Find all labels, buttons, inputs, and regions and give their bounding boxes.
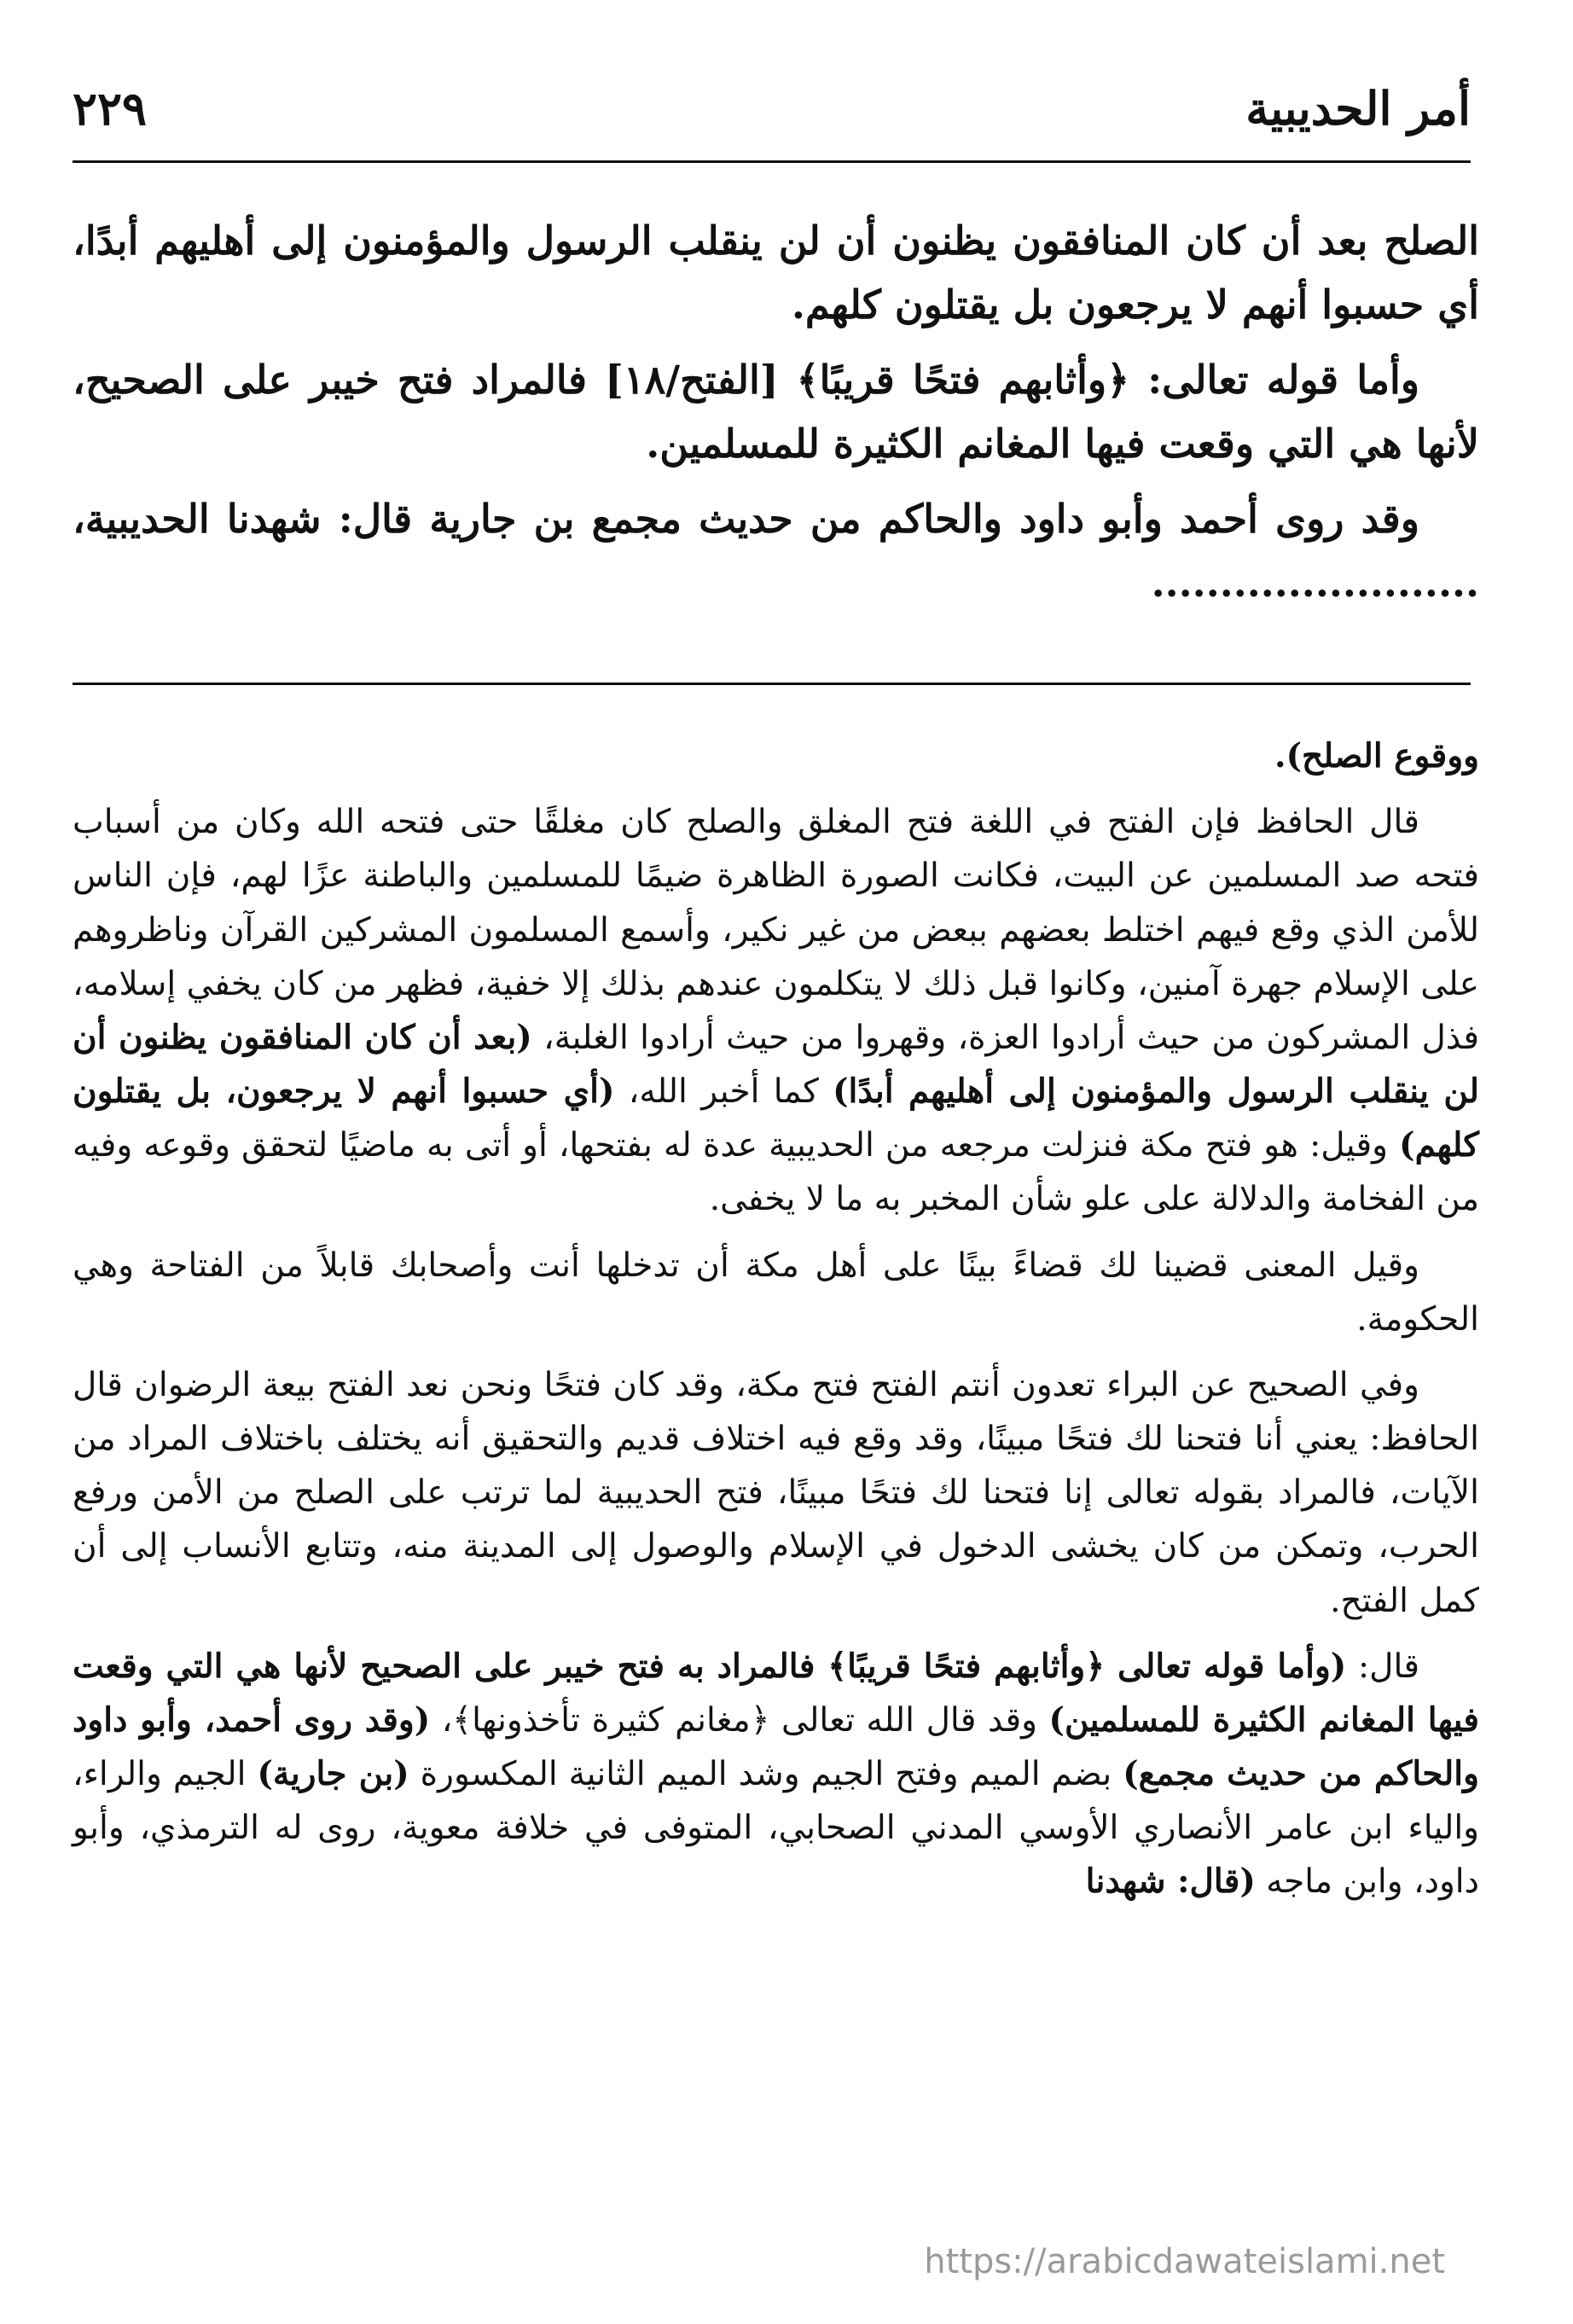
matn-paragraph-1: الصلح بعد أن كان المنافقون يظنون أن لن ينقلب الرسول والمؤمنون إلى أهليهم أبدًا، أي حسبوا أنهم لا يرجعون بل يقتلون كلهم.	[73, 218, 1479, 328]
sharh-paragraph-2	[73, 795, 1479, 1226]
sharh-paragraph-3: وقيل المعنى قضينا لك قضاءً بينًا على أهل مكة أن تدخلها أنت وأصحابك قابلاً من الفتاحة وهي الحكومة.	[73, 1246, 1479, 1339]
matn-paragraph-3-line-1: وقد روى أحمد وأبو داود والحاكم من حديث مجمع بن جارية قال:	[338, 496, 1420, 543]
sharh-p5-quote-2: (وقد روى أحمد، وأبو داود والحاكم من حديث مجمع)	[73, 1699, 1479, 1794]
sharh-p2-quote-2: (أي حسبوا أنهم لا يرجعون، بل يقتلون كلهم)	[73, 1072, 1479, 1165]
sharh-p2-mid: كما أخبر الله،	[628, 1072, 819, 1112]
running-title: أمر الحديبية	[1245, 81, 1471, 136]
header-rule	[73, 160, 1471, 163]
separator-rule	[73, 683, 1471, 685]
matn-paragraph-2: وأما قوله تعالى: ﴿وأثابهم فتحًا قريبًا﴾ [الفتح/١٨] فالمراد فتح خيبر على الصحيح، لأنها هي التي وقعت فيها المغانم الكثيرة للمسلمين.	[73, 357, 1479, 467]
page-number: ٢٢٩	[73, 81, 148, 136]
sharh-p2-end: وقيل: هو فتح مكة فنزلت مرجعه من الحديبية عدة له بفتحها، أو أتى به ماضيًا لتحقق وقوعه وفيه من الفخامة والدلالة على علو شأن المخبر به ما لا يخفى.	[73, 1126, 1479, 1219]
matn-paragraph-3	[73, 487, 1479, 614]
sharh-text	[73, 729, 1479, 1921]
sharh-p2-text: قال الحافظ فإن الفتح في اللغة فتح المغلق والصلح كان مغلقًا حتى فتحه الله وكان من أسباب فتحه صد المسلمين عن البيت، فكانت الصورة الظاهرة ضيمًا للمسلمين والباطنة عزًا لهم، فإن الناس للأمن الذي وقع فيهم اختلط بعضهم ببعض من غير نكير، وأسمع المسلمون المشركين القرآن وناظروهم على الإسلام جهرة آمنين، وكانوا قبل ذلك لا يتكلمون عندهم بذلك إلا خفية، فظهر من كان يخفي إسلامه، فذل المشركون من حيث أرادوا العزة، وقهروا من حيث أرادوا الغلبة،	[73, 803, 1480, 1057]
sharh-p5-quote-3: (بن جارية)	[257, 1754, 409, 1794]
matn-paragraph-3-line-2: شهدنا الحديبية،	[73, 496, 322, 543]
sharh-paragraph-5	[73, 1640, 1479, 1909]
matn-text	[73, 209, 1479, 626]
sharh-p5-b: وقد قال الله تعالى ﴿مغانم كثيرة تأخذونها﴾،	[441, 1700, 1037, 1740]
watermark-url: https://arabicdawateislami.net	[924, 2242, 1445, 2281]
continuation-dots: ........................	[1151, 559, 1479, 606]
sharh-paragraph-4: وفي الصحيح عن البراء تعدون أنتم الفتح فتح مكة، وقد كان فتحًا ونحن نعد الفتح بيعة الرضوان قال الحافظ: يعني أنا فتحنا لك فتحًا مبينًا، وقد وقع فيه اختلاف قديم والتحقيق أنه يختلف باختلاف المراد من الآيات، فالمراد بقوله تعالى إنا فتحنا لك فتحًا مبينًا، فتح الحديبية لما ترتب على الصلح من الأمن ورفع الحرب، وتمكن من كان يخشى الدخول في الإسلام والوصول إلى المدينة منه، وتتابع الأنساب إلى أن كمل الفتح.	[73, 1365, 1479, 1620]
sharh-p5-quote-1: (وأما قوله تعالى ﴿وأثابهم فتحًا قريبًا﴾ فالمراد به فتح خيبر على الصحيح لأنها هي التي وقعت فيها المغانم الكثيرة للمسلمين)	[73, 1646, 1479, 1740]
sharh-p2-quote-1: (بعد أن كان المنافقون يظنون أن لن ينقلب الرسول والمؤمنون إلى أهليهم أبدًا)	[73, 1017, 1479, 1112]
sharh-p5-a: قال:	[1357, 1647, 1419, 1686]
sharh-paragraph-1: ووقوع الصلح).	[1274, 736, 1479, 776]
page-header	[73, 81, 1471, 151]
sharh-p5-d: الجيم والراء، والياء ابن عامر الأنصاري الأوسي المدني الصحابي، المتوفى في خلافة معوية، روى له الترمذي، وأبو داود، وابن ماجه	[73, 1755, 1479, 1902]
sharh-p5-c: بضم الميم وفتح الجيم وشد الميم الثانية المكسورة	[420, 1755, 1112, 1794]
sharh-p5-quote-4: (قال: شهدنا	[1085, 1862, 1256, 1902]
